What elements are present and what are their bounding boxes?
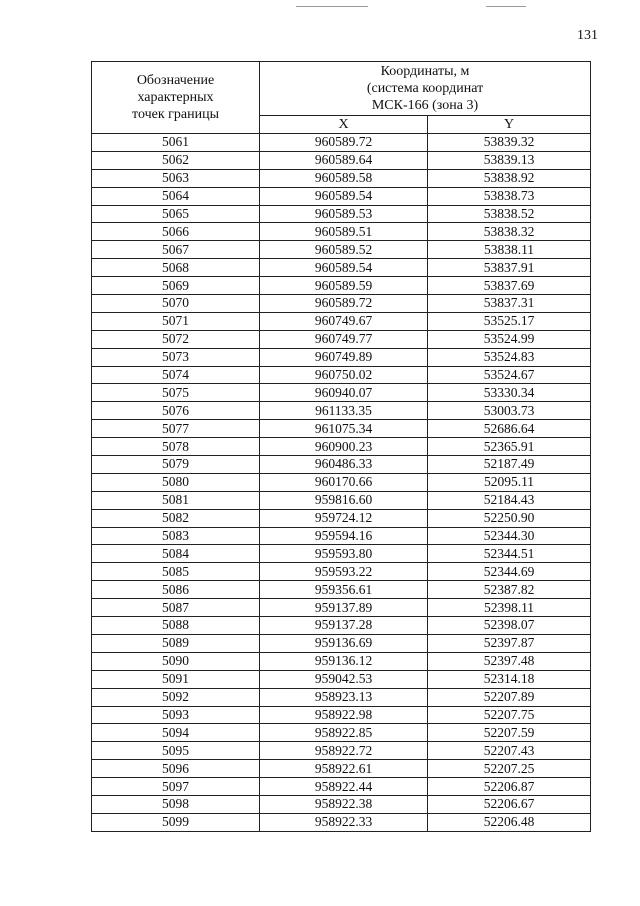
point-cell: 5091: [92, 670, 260, 688]
x-cell: 958922.85: [260, 724, 428, 742]
point-cell: 5092: [92, 688, 260, 706]
point-cell: 5065: [92, 205, 260, 223]
table-row: [92, 151, 591, 169]
table-row: [92, 742, 591, 760]
table-row: [92, 187, 591, 205]
y-cell: 53524.99: [428, 330, 591, 348]
point-cell: 5074: [92, 366, 260, 384]
table-row: [92, 688, 591, 706]
table-row: [92, 527, 591, 545]
y-cell: 52398.07: [428, 617, 591, 635]
y-cell: 52207.59: [428, 724, 591, 742]
table-body: [92, 134, 591, 832]
x-cell: 960940.07: [260, 384, 428, 402]
x-cell: 958922.72: [260, 742, 428, 760]
x-cell: 959137.89: [260, 599, 428, 617]
point-cell: 5067: [92, 241, 260, 259]
y-cell: 52206.87: [428, 778, 591, 796]
point-cell: 5087: [92, 599, 260, 617]
table-row: [92, 545, 591, 563]
y-cell: 53837.31: [428, 295, 591, 313]
header-points-line: характерных: [137, 90, 214, 105]
header-points-line: Обозначение: [136, 73, 215, 88]
y-cell: 52398.11: [428, 599, 591, 617]
table-row: [92, 509, 591, 527]
point-cell: 5086: [92, 581, 260, 599]
table-row: [92, 652, 591, 670]
table-row: [92, 402, 591, 420]
point-cell: 5094: [92, 724, 260, 742]
table-row: [92, 169, 591, 187]
point-cell: 5064: [92, 187, 260, 205]
x-cell: 959356.61: [260, 581, 428, 599]
x-cell: 959724.12: [260, 509, 428, 527]
x-cell: 960486.33: [260, 456, 428, 474]
table-row: [92, 223, 591, 241]
table-row: [92, 384, 591, 402]
x-cell: 959594.16: [260, 527, 428, 545]
x-cell: 959593.80: [260, 545, 428, 563]
x-cell: 960900.23: [260, 438, 428, 456]
table-row: [92, 295, 591, 313]
x-cell: 958922.38: [260, 795, 428, 813]
table-row: [92, 348, 591, 366]
x-cell: 960589.72: [260, 134, 428, 152]
y-cell: 53524.67: [428, 366, 591, 384]
header-coordinates-line: МСК-166 (зона 3): [371, 98, 479, 113]
header-coordinates: [260, 62, 591, 116]
table-row: [92, 420, 591, 438]
point-cell: 5063: [92, 169, 260, 187]
y-cell: 52250.90: [428, 509, 591, 527]
page-number: 131: [577, 28, 598, 43]
y-cell: 52187.49: [428, 456, 591, 474]
y-cell: 53003.73: [428, 402, 591, 420]
point-cell: 5061: [92, 134, 260, 152]
y-cell: 53839.13: [428, 151, 591, 169]
point-cell: 5073: [92, 348, 260, 366]
point-cell: 5099: [92, 813, 260, 831]
point-cell: 5093: [92, 706, 260, 724]
x-cell: 960589.64: [260, 151, 428, 169]
table-row: [92, 134, 591, 152]
table-row: [92, 330, 591, 348]
table-row: [92, 473, 591, 491]
y-cell: 53837.69: [428, 277, 591, 295]
table-row: [92, 563, 591, 581]
y-cell: 52387.82: [428, 581, 591, 599]
y-cell: 53839.32: [428, 134, 591, 152]
table-row: [92, 277, 591, 295]
header-coordinates-line: (система координат: [366, 81, 484, 96]
point-cell: 5075: [92, 384, 260, 402]
x-cell: 960589.54: [260, 187, 428, 205]
y-cell: 52397.87: [428, 634, 591, 652]
point-cell: 5066: [92, 223, 260, 241]
x-cell: 960750.02: [260, 366, 428, 384]
y-cell: 53837.91: [428, 259, 591, 277]
point-cell: 5081: [92, 491, 260, 509]
table-row: [92, 312, 591, 330]
table-row: [92, 634, 591, 652]
table-row: [92, 760, 591, 778]
point-cell: 5095: [92, 742, 260, 760]
header-coordinates-line: Координаты, м: [380, 64, 470, 79]
table-row: [92, 617, 591, 635]
x-cell: 959136.69: [260, 634, 428, 652]
x-cell: 959042.53: [260, 670, 428, 688]
x-cell: 960589.59: [260, 277, 428, 295]
y-cell: 52344.69: [428, 563, 591, 581]
header-points-line: точек границы: [132, 107, 219, 122]
y-cell: 52686.64: [428, 420, 591, 438]
x-cell: 959136.12: [260, 652, 428, 670]
y-cell: 53838.92: [428, 169, 591, 187]
y-cell: 52095.11: [428, 473, 591, 491]
table-row: [92, 491, 591, 509]
x-cell: 960589.52: [260, 241, 428, 259]
header-points: [92, 62, 260, 134]
header-x: X: [260, 116, 428, 134]
y-cell: 53524.83: [428, 348, 591, 366]
table-row: [92, 438, 591, 456]
point-cell: 5098: [92, 795, 260, 813]
x-cell: 960170.66: [260, 473, 428, 491]
point-cell: 5078: [92, 438, 260, 456]
x-cell: 959137.28: [260, 617, 428, 635]
table-row: [92, 813, 591, 831]
y-cell: 52207.75: [428, 706, 591, 724]
x-cell: 958922.33: [260, 813, 428, 831]
x-cell: 961133.35: [260, 402, 428, 420]
y-cell: 52207.25: [428, 760, 591, 778]
point-cell: 5071: [92, 312, 260, 330]
point-cell: 5082: [92, 509, 260, 527]
point-cell: 5070: [92, 295, 260, 313]
y-cell: 52365.91: [428, 438, 591, 456]
y-cell: 53330.34: [428, 384, 591, 402]
y-cell: 53838.32: [428, 223, 591, 241]
x-cell: 959593.22: [260, 563, 428, 581]
y-cell: 52344.30: [428, 527, 591, 545]
point-cell: 5079: [92, 456, 260, 474]
x-cell: 960749.67: [260, 312, 428, 330]
table-row: [92, 706, 591, 724]
table-row: [92, 778, 591, 796]
y-cell: 52397.48: [428, 652, 591, 670]
y-cell: 52314.18: [428, 670, 591, 688]
point-cell: 5076: [92, 402, 260, 420]
x-cell: 958922.98: [260, 706, 428, 724]
coordinates-table: [91, 61, 591, 832]
y-cell: 53525.17: [428, 312, 591, 330]
table-row: [92, 259, 591, 277]
table-row: [92, 581, 591, 599]
table-row: [92, 366, 591, 384]
point-cell: 5089: [92, 634, 260, 652]
point-cell: 5080: [92, 473, 260, 491]
point-cell: 5062: [92, 151, 260, 169]
point-cell: 5084: [92, 545, 260, 563]
table-row: [92, 456, 591, 474]
y-cell: 52184.43: [428, 491, 591, 509]
y-cell: 52206.67: [428, 795, 591, 813]
y-cell: 52206.48: [428, 813, 591, 831]
table-row: [92, 724, 591, 742]
x-cell: 959816.60: [260, 491, 428, 509]
x-cell: 961075.34: [260, 420, 428, 438]
header-y: Y: [428, 116, 591, 134]
point-cell: 5069: [92, 277, 260, 295]
point-cell: 5072: [92, 330, 260, 348]
table-row: [92, 795, 591, 813]
y-cell: 53838.52: [428, 205, 591, 223]
x-cell: 958923.13: [260, 688, 428, 706]
point-cell: 5077: [92, 420, 260, 438]
x-cell: 960589.54: [260, 259, 428, 277]
x-cell: 960589.53: [260, 205, 428, 223]
point-cell: 5068: [92, 259, 260, 277]
table-row: [92, 205, 591, 223]
y-cell: 52207.89: [428, 688, 591, 706]
y-cell: 52207.43: [428, 742, 591, 760]
point-cell: 5083: [92, 527, 260, 545]
x-cell: 960589.51: [260, 223, 428, 241]
point-cell: 5096: [92, 760, 260, 778]
x-cell: 960749.89: [260, 348, 428, 366]
point-cell: 5090: [92, 652, 260, 670]
table-row: [92, 599, 591, 617]
x-cell: 960749.77: [260, 330, 428, 348]
point-cell: 5097: [92, 778, 260, 796]
y-cell: 53838.73: [428, 187, 591, 205]
x-cell: 958922.44: [260, 778, 428, 796]
y-cell: 53838.11: [428, 241, 591, 259]
table-row: [92, 241, 591, 259]
x-cell: 960589.58: [260, 169, 428, 187]
point-cell: 5088: [92, 617, 260, 635]
table-row: [92, 670, 591, 688]
point-cell: 5085: [92, 563, 260, 581]
y-cell: 52344.51: [428, 545, 591, 563]
x-cell: 960589.72: [260, 295, 428, 313]
scan-artifact-line: [296, 6, 368, 7]
x-cell: 958922.61: [260, 760, 428, 778]
scan-artifact-line: [486, 6, 526, 7]
